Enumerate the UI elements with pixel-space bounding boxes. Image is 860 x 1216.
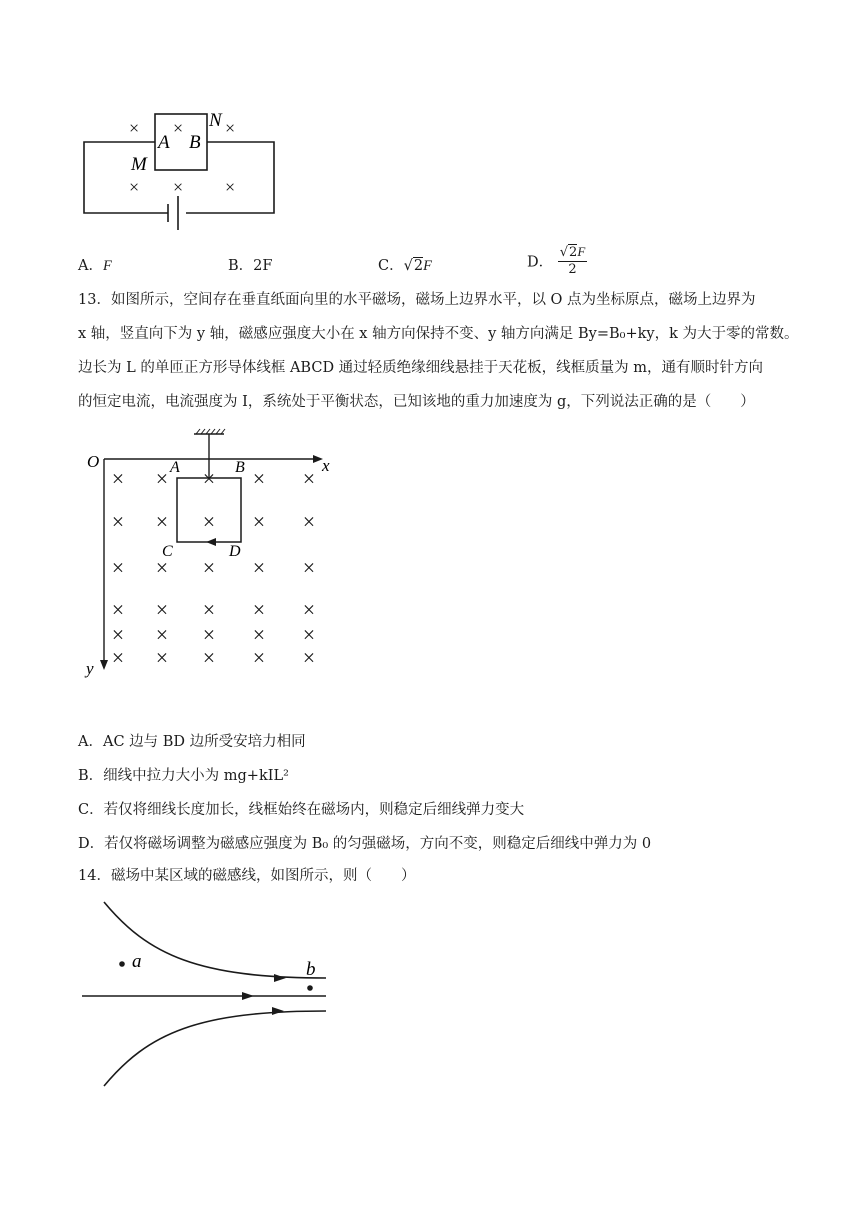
q12-option-d[interactable] [527, 244, 587, 278]
field-cross-icon: × [225, 177, 236, 197]
field-cross-icon: × [202, 597, 216, 622]
option-value: F [102, 258, 112, 274]
q12-circuit-figure [70, 100, 290, 235]
q12-label-n: N [209, 110, 222, 131]
field-cross-icon: × [155, 597, 169, 622]
q13-option-c[interactable]: C．若仅将细线长度加长，线框始终在磁场内，则稳定后细线弹力变大 [78, 802, 525, 818]
option-label: D． [527, 254, 554, 271]
point-a-dot [119, 961, 125, 967]
y-axis-label: y [86, 659, 94, 678]
fraction-expression: $\frac{√2F}{2}$ [559, 244, 586, 277]
origin-label: O [87, 452, 100, 471]
field-cross-icon: × [202, 645, 216, 670]
field-cross-icon: × [129, 177, 140, 197]
q13-stem-line-3: 边长为 L 的单匝正方形导体线框 ABCD 通过轻质绝缘细线悬挂于天花板，线框质量为 m，通有顺时针方向 [78, 360, 764, 376]
field-cross-icon: × [302, 555, 316, 580]
q13-field-figure [80, 428, 350, 680]
field-cross-icon: × [225, 118, 236, 138]
field-cross-icon: × [155, 622, 169, 647]
q13-stem-line-1: 13．如图所示，空间存在垂直纸面向里的水平磁场，磁场上边界水平，以 O 点为坐标原点，磁场上边界为 [78, 292, 756, 308]
field-cross-icon: × [252, 597, 266, 622]
field-cross-icon: × [202, 555, 216, 580]
field-cross-icon: × [155, 645, 169, 670]
x-axis-label: x [322, 456, 330, 475]
q12-label-m: M [131, 154, 147, 175]
point-a-label: a [132, 951, 142, 972]
field-cross-icon: × [202, 622, 216, 647]
field-cross-icon: × [302, 645, 316, 670]
field-cross-icon: × [252, 622, 266, 647]
field-cross-icon: × [111, 597, 125, 622]
field-cross-icon: × [111, 622, 125, 647]
field-cross-icon: × [302, 509, 316, 534]
option-value: 2F [253, 258, 273, 274]
field-cross-icon: × [202, 509, 216, 534]
q13-field-crosses [112, 466, 315, 670]
corner-label-a: A [170, 459, 180, 476]
field-cross-icon: × [252, 555, 266, 580]
q12-option-b[interactable] [228, 254, 272, 275]
field-cross-icon: × [155, 555, 169, 580]
field-cross-icon: × [252, 509, 266, 534]
field-cross-icon: × [252, 645, 266, 670]
field-cross-icon: × [111, 466, 125, 491]
corner-label-d: D [229, 543, 241, 560]
q12-option-a[interactable] [78, 254, 112, 275]
q14-stem: 14．磁场中某区域的磁感线，如图所示，则（ ） [78, 868, 416, 884]
field-cross-icon: × [111, 555, 125, 580]
option-label: A． [78, 258, 103, 274]
field-cross-icon: × [302, 466, 316, 491]
point-b-label: b [306, 959, 316, 980]
q13-option-a[interactable]: A．AC 边与 BD 边所受安培力相同 [78, 734, 306, 750]
corner-label-c: C [162, 543, 173, 560]
field-cross-icon: × [302, 597, 316, 622]
sqrt-expression: √2 [403, 258, 424, 274]
q12-label-a: A [158, 132, 170, 153]
field-cross-icon: × [302, 622, 316, 647]
field-cross-icon: × [155, 509, 169, 534]
q12-label-b: B [189, 132, 201, 153]
field-cross-icon: × [252, 466, 266, 491]
q13-option-d[interactable]: D．若仅将磁场调整为磁感应强度为 B₀ 的匀强磁场，方向不变，则稳定后细线中弹力为 0 [78, 836, 652, 852]
q13-option-b[interactable]: B．细线中拉力大小为 mg+kIL² [78, 768, 289, 784]
field-cross-icon: × [173, 118, 184, 138]
field-cross-icon: × [173, 177, 184, 197]
option-label: C． [378, 258, 404, 274]
corner-label-b: B [235, 459, 245, 476]
field-cross-icon: × [129, 118, 140, 138]
field-cross-icon: × [111, 509, 125, 534]
q12-option-c[interactable]: C．√2F [378, 258, 432, 274]
field-cross-icon: × [202, 466, 216, 491]
q14-field-lines-figure [78, 900, 338, 1090]
field-cross-icon: × [111, 645, 125, 670]
q13-stem-line-2: x 轴，竖直向下为 y 轴，磁感应强度大小在 x 轴方向保持不变、y 轴方向满足 By=B₀+ky，k 为大于零的常数。 [78, 326, 799, 342]
q13-stem-line-4: 的恒定电流，电流强度为 I，系统处于平衡状态，已知该地的重力加速度为 g，下列说法正确的是（ ） [78, 394, 755, 410]
option-label: B． [228, 258, 254, 274]
point-b-dot [307, 985, 313, 991]
field-cross-icon: × [155, 466, 169, 491]
